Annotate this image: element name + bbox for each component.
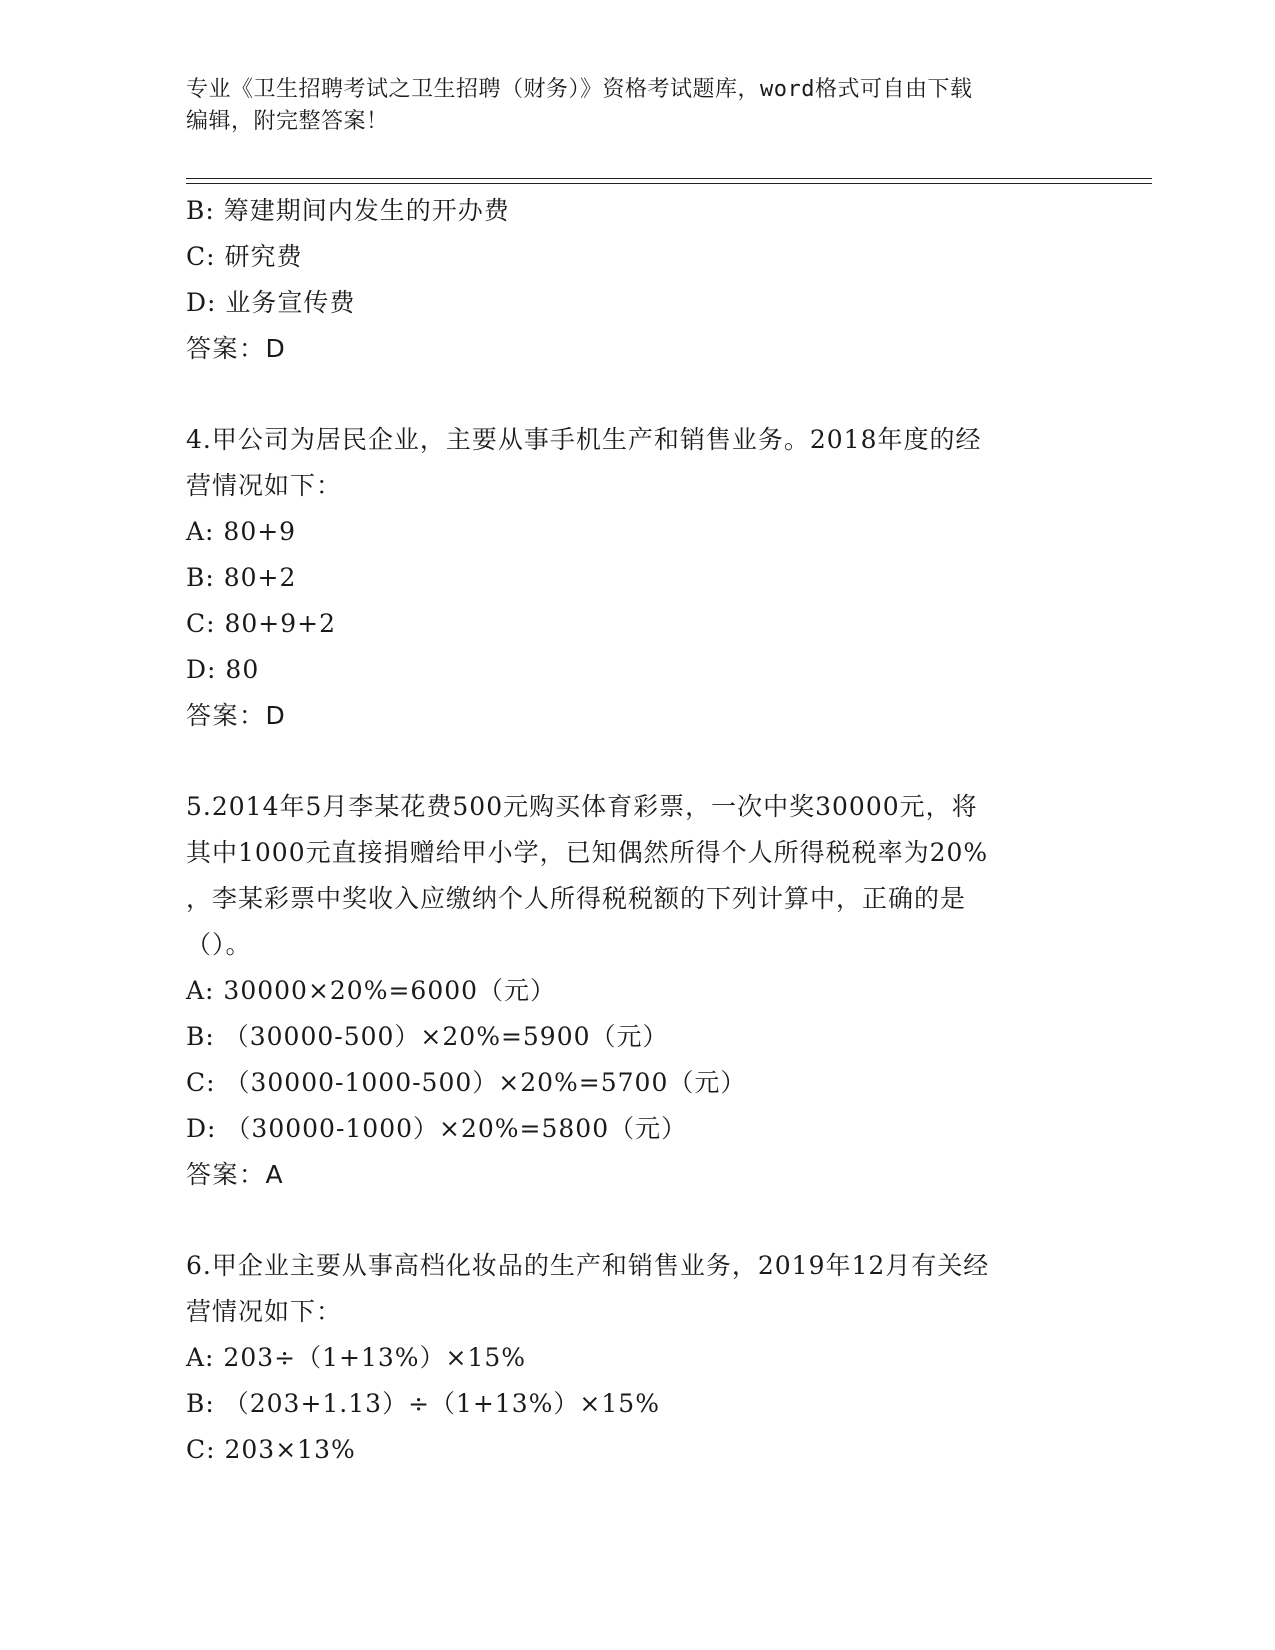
- question-text-line: 4.甲公司为居民企业，主要从事手机生产和销售业务。2018年度的经: [186, 425, 982, 454]
- option-a: A: 80+9: [186, 517, 297, 546]
- option-a: A: 203÷（1+13%）×15%: [186, 1343, 527, 1372]
- question-6: [186, 1243, 1152, 1473]
- option-d: D: （30000-1000）×20%=5800（元）: [186, 1114, 688, 1143]
- document-header: [186, 74, 1086, 138]
- question-text-line: 其中1000元直接捐赠给甲小学，已知偶然所得个人所得税税率为20%: [186, 838, 989, 867]
- answer: 答案：A: [186, 1160, 285, 1189]
- option-b: B: 筹建期间内发生的开办费: [186, 196, 510, 225]
- partial-question: [186, 188, 1152, 372]
- question-gap: [186, 739, 1152, 784]
- option-d: D: 业务宣传费: [186, 288, 356, 317]
- option-a: A: 30000×20%=6000（元）: [186, 976, 557, 1005]
- option-b: B: （203+1.13）÷（1+13%）×15%: [186, 1389, 660, 1418]
- question-gap: [186, 1198, 1152, 1243]
- answer: 答案：D: [186, 334, 287, 363]
- option-c: C: 80+9+2: [186, 609, 337, 638]
- question-content: [186, 188, 1152, 1473]
- question-text-line: 6.甲企业主要从事高档化妆品的生产和销售业务，2019年12月有关经: [186, 1251, 990, 1280]
- question-text-line: （）。: [186, 930, 252, 959]
- question-text-line: ，李某彩票中奖收入应缴纳个人所得税税额的下列计算中，正确的是: [186, 884, 967, 913]
- question-text-line: 5.2014年5月李某花费500元购买体育彩票，一次中奖30000元，将: [186, 792, 978, 821]
- question-text-line: 营情况如下：: [186, 471, 343, 500]
- option-b: B: 80+2: [186, 563, 297, 592]
- option-d: D: 80: [186, 655, 260, 684]
- question-4: [186, 417, 1152, 739]
- option-c: C: （30000-1000-500）×20%=5700（元）: [186, 1068, 747, 1097]
- header-line-1: 专业《卫生招聘考试之卫生招聘（财务）》资格考试题库，word格式可自由下载: [186, 77, 973, 102]
- question-5: [186, 784, 1152, 1198]
- question-text-line: 营情况如下：: [186, 1297, 343, 1326]
- option-c: C: 研究费: [186, 242, 303, 271]
- option-b: B: （30000-500）×20%=5900（元）: [186, 1022, 669, 1051]
- question-gap: [186, 372, 1152, 417]
- header-line-2: 编辑，附完整答案！: [186, 109, 389, 134]
- header-divider-top: [186, 178, 1152, 179]
- answer: 答案：D: [186, 701, 287, 730]
- option-c: C: 203×13%: [186, 1435, 356, 1464]
- header-divider-bottom: [186, 183, 1152, 184]
